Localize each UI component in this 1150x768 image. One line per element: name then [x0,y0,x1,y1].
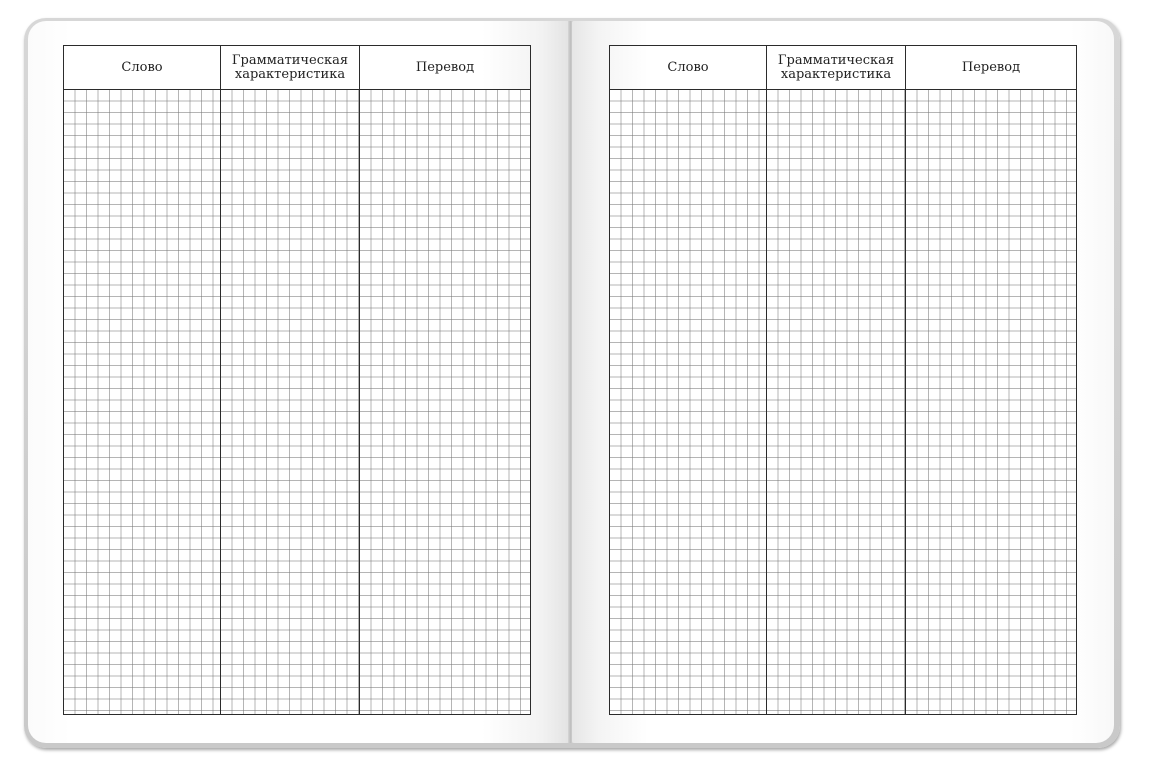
translation-column-grid[interactable] [360,90,530,714]
word-column-grid[interactable] [64,90,221,714]
table-header [610,46,1076,90]
word-column-grid[interactable] [610,90,767,714]
grammar-column-grid[interactable] [221,90,360,714]
column-header-grammar: Грамматическая характеристика [221,46,360,89]
translation-column-grid[interactable] [906,90,1076,714]
column-header-word: Слово [610,46,767,89]
column-header-translation: Перевод [961,59,1021,75]
column-header-translation: Перевод [415,59,475,75]
table-body [64,90,530,714]
column-header-word: Слово [64,46,221,89]
grammar-column-grid[interactable] [767,90,906,714]
left-page [28,21,569,743]
open-notebook [24,18,1122,750]
vocabulary-table-left [63,45,531,715]
column-header-grammar: Грамматическая характеристика [767,46,906,89]
table-header [64,46,530,90]
vocabulary-table-right [609,45,1077,715]
right-page [572,21,1114,743]
table-body [610,90,1076,714]
